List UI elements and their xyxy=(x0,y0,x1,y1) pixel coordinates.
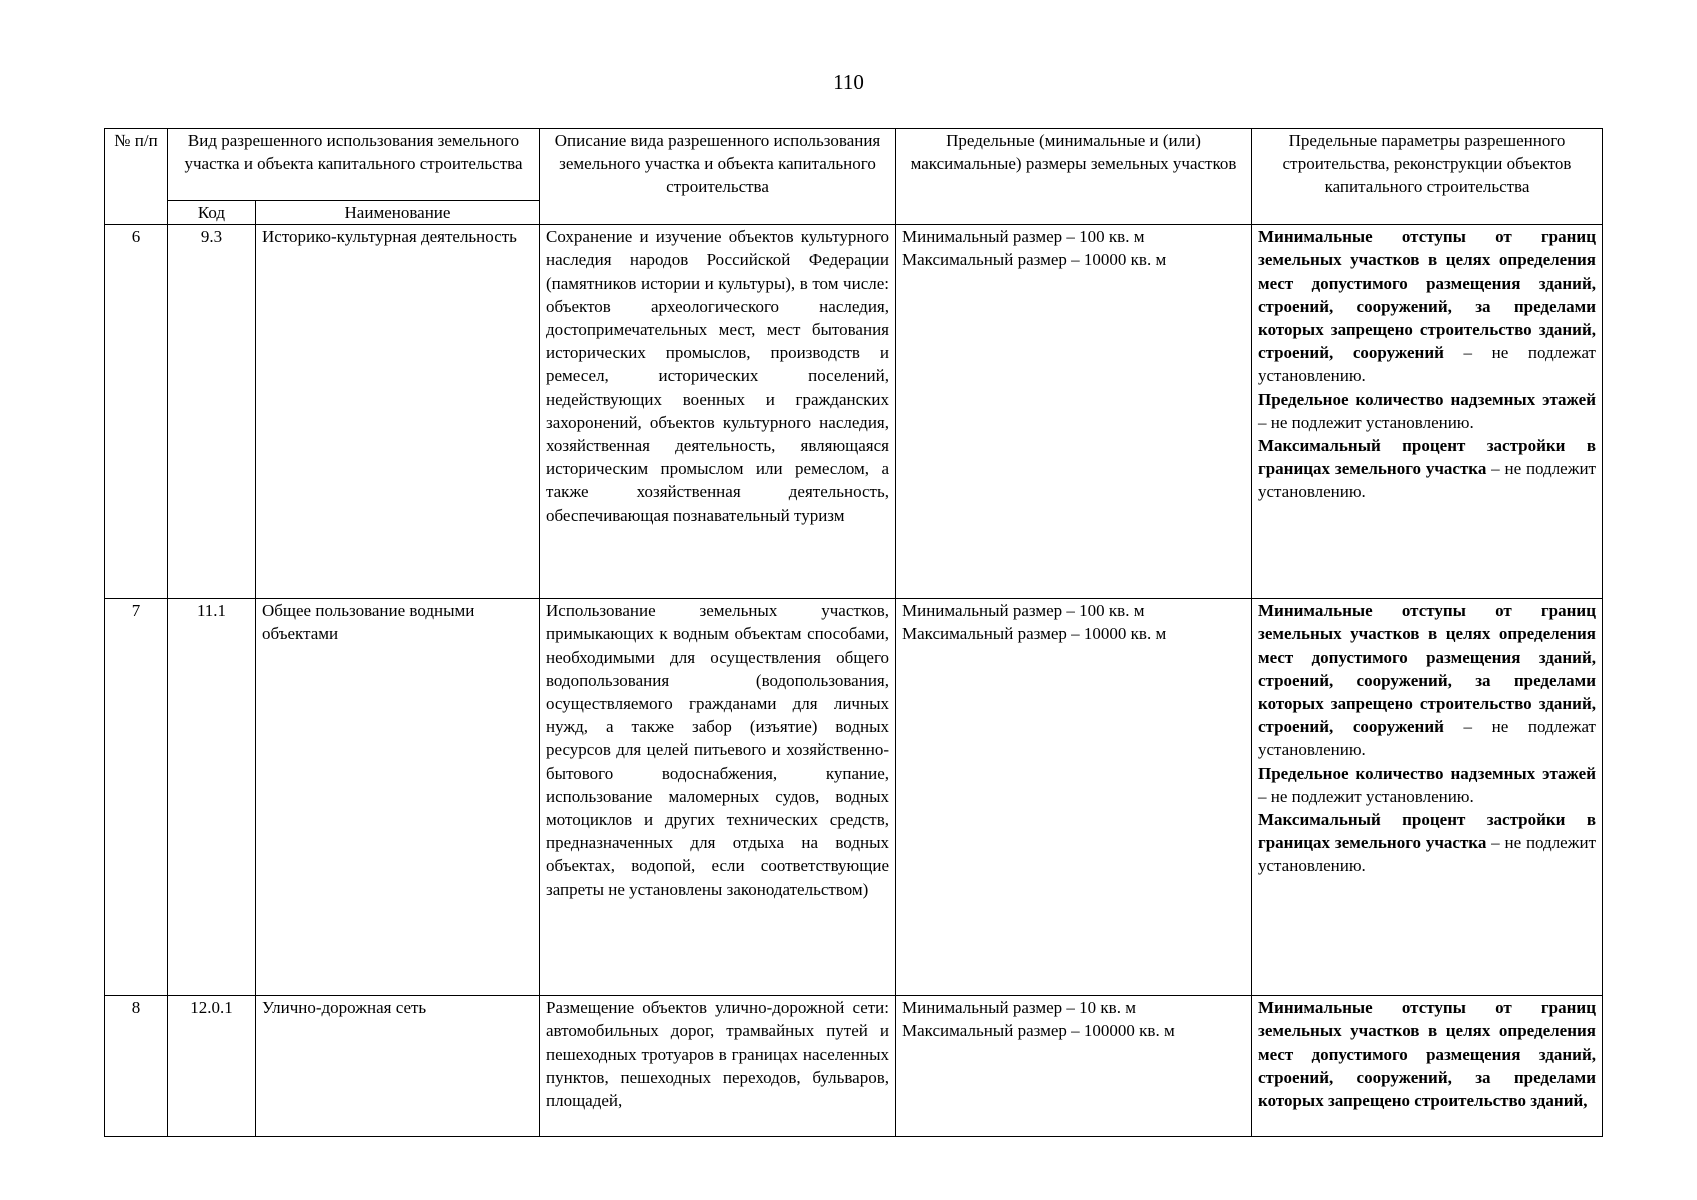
header-code: Код xyxy=(168,201,256,225)
header-type-group: Вид разрешенного использования земельного участка и объекта капитального строительства xyxy=(168,129,540,201)
size-min: Минимальный размер – 100 кв. м xyxy=(902,227,1145,247)
table-row xyxy=(105,996,1603,1137)
land-use-table xyxy=(104,128,1603,1137)
param-floors xyxy=(1258,388,1596,434)
param-floors-value: – не подлежит установлению. xyxy=(1258,786,1474,806)
row-description: Использование земельных участков, примыкающих к водным объектам способами, необходимыми для осуществления общего водопользования (водопользования, осуществляемого гражданами для личных нужд, а также забор (изъятие) водных ресурсов для целей питьевого и хозяйственно-бытового водоснабжения, купание, использование маломерных судов, водных мотоциклов и других технических средств, предназначенных для отдыха на водных объектах, водопой, если соответствующие запреты не установлены законодательством) xyxy=(540,599,896,996)
param-coverage-value: – не подлежит установлению. xyxy=(1258,833,1597,876)
size-max: Максимальный размер – 100000 кв. м xyxy=(902,1021,1175,1041)
row-description: Сохранение и изучение объектов культурного наследия народов Российской Федерации (памятников истории и культуры), в том числе: объектов археологического наследия, достопримечательных мест, мест бытования исторических промыслов, производств и ремесел, исторических поселений, недействующих военных и гражданских захоронений, объектов культурного наследия, хозяйственная деятельность, являющаяся историческим промыслом или ремеслом, а также хозяйственная деятельность, обеспечивающая познавательный туризм xyxy=(540,225,896,599)
param-setbacks xyxy=(1258,225,1596,387)
row-num: 7 xyxy=(105,599,168,996)
size-min: Минимальный размер – 100 кв. м xyxy=(902,601,1145,621)
param-setbacks-value: – не подлежат установлению. xyxy=(1258,717,1596,760)
param-floors xyxy=(1258,762,1596,808)
row-params xyxy=(1252,599,1603,996)
row-sizes xyxy=(896,225,1252,599)
param-floors-label: Предельное количество надземных этажей xyxy=(1258,763,1596,783)
param-coverage-label: Максимальный процент застройки в границах земельного участка xyxy=(1258,436,1596,479)
row-sizes xyxy=(896,599,1252,996)
header-description: Описание вида разрешенного использования земельного участка и объекта капитального строительства xyxy=(540,129,896,225)
row-num: 6 xyxy=(105,225,168,599)
row-name: Улично-дорожная сеть xyxy=(256,996,540,1137)
header-params: Предельные параметры разрешенного строительства, реконструкции объектов капитального строительства xyxy=(1252,129,1603,225)
table-row xyxy=(105,599,1603,996)
row-code: 12.0.1 xyxy=(168,996,256,1137)
table-header xyxy=(105,129,1603,225)
param-setbacks-value: – не подлежат установлению. xyxy=(1258,343,1596,386)
row-name: Историко-культурная деятельность xyxy=(256,225,540,599)
size-max: Максимальный размер – 10000 кв. м xyxy=(902,250,1167,270)
header-num: № п/п xyxy=(105,129,168,225)
param-coverage-value: – не подлежит установлению. xyxy=(1258,459,1597,502)
param-coverage xyxy=(1258,808,1596,878)
param-setbacks-label: Минимальные отступы от границ земельных участков в целях определения мест допустимого размещения зданий, строений, сооружений, за пределами которых запрещено строительство зданий, строений, сооружений xyxy=(1258,227,1596,363)
row-name: Общее пользование водными объектами xyxy=(256,599,540,996)
row-code: 9.3 xyxy=(168,225,256,599)
row-params xyxy=(1252,225,1603,599)
row-description: Размещение объектов улично-дорожной сети: автомобильных дорог, трамвайных путей и пешеходных тротуаров в границах населенных пунктов, пешеходных переходов, бульваров, площадей, xyxy=(540,996,896,1137)
param-setbacks-label: Минимальные отступы от границ земельных участков в целях определения мест допустимого размещения зданий, строений, сооружений, за пределами которых запрещено строительство зданий, строений, сооружений xyxy=(1258,601,1596,737)
param-coverage-label: Максимальный процент застройки в границах земельного участка xyxy=(1258,810,1596,853)
row-sizes xyxy=(896,996,1252,1137)
param-setbacks-label: Минимальные отступы от границ земельных участков в целях определения мест допустимого размещения зданий, строений, сооружений, за пределами которых запрещено строительство зданий, xyxy=(1258,998,1596,1111)
param-setbacks xyxy=(1258,599,1596,761)
param-setbacks xyxy=(1258,996,1596,1112)
row-params xyxy=(1252,996,1603,1137)
param-floors-value: – не подлежит установлению. xyxy=(1258,412,1474,432)
page-number: 110 xyxy=(833,70,864,94)
table-body xyxy=(105,225,1603,1137)
header-sizes: Предельные (минимальные и (или) максимальные) размеры земельных участков xyxy=(896,129,1252,225)
row-num: 8 xyxy=(105,996,168,1137)
header-name: Наименование xyxy=(256,201,540,225)
size-min: Минимальный размер – 10 кв. м xyxy=(902,998,1136,1018)
size-max: Максимальный размер – 10000 кв. м xyxy=(902,624,1167,644)
param-floors-label: Предельное количество надземных этажей xyxy=(1258,389,1596,409)
table-row xyxy=(105,225,1603,599)
row-code: 11.1 xyxy=(168,599,256,996)
param-coverage xyxy=(1258,434,1596,504)
